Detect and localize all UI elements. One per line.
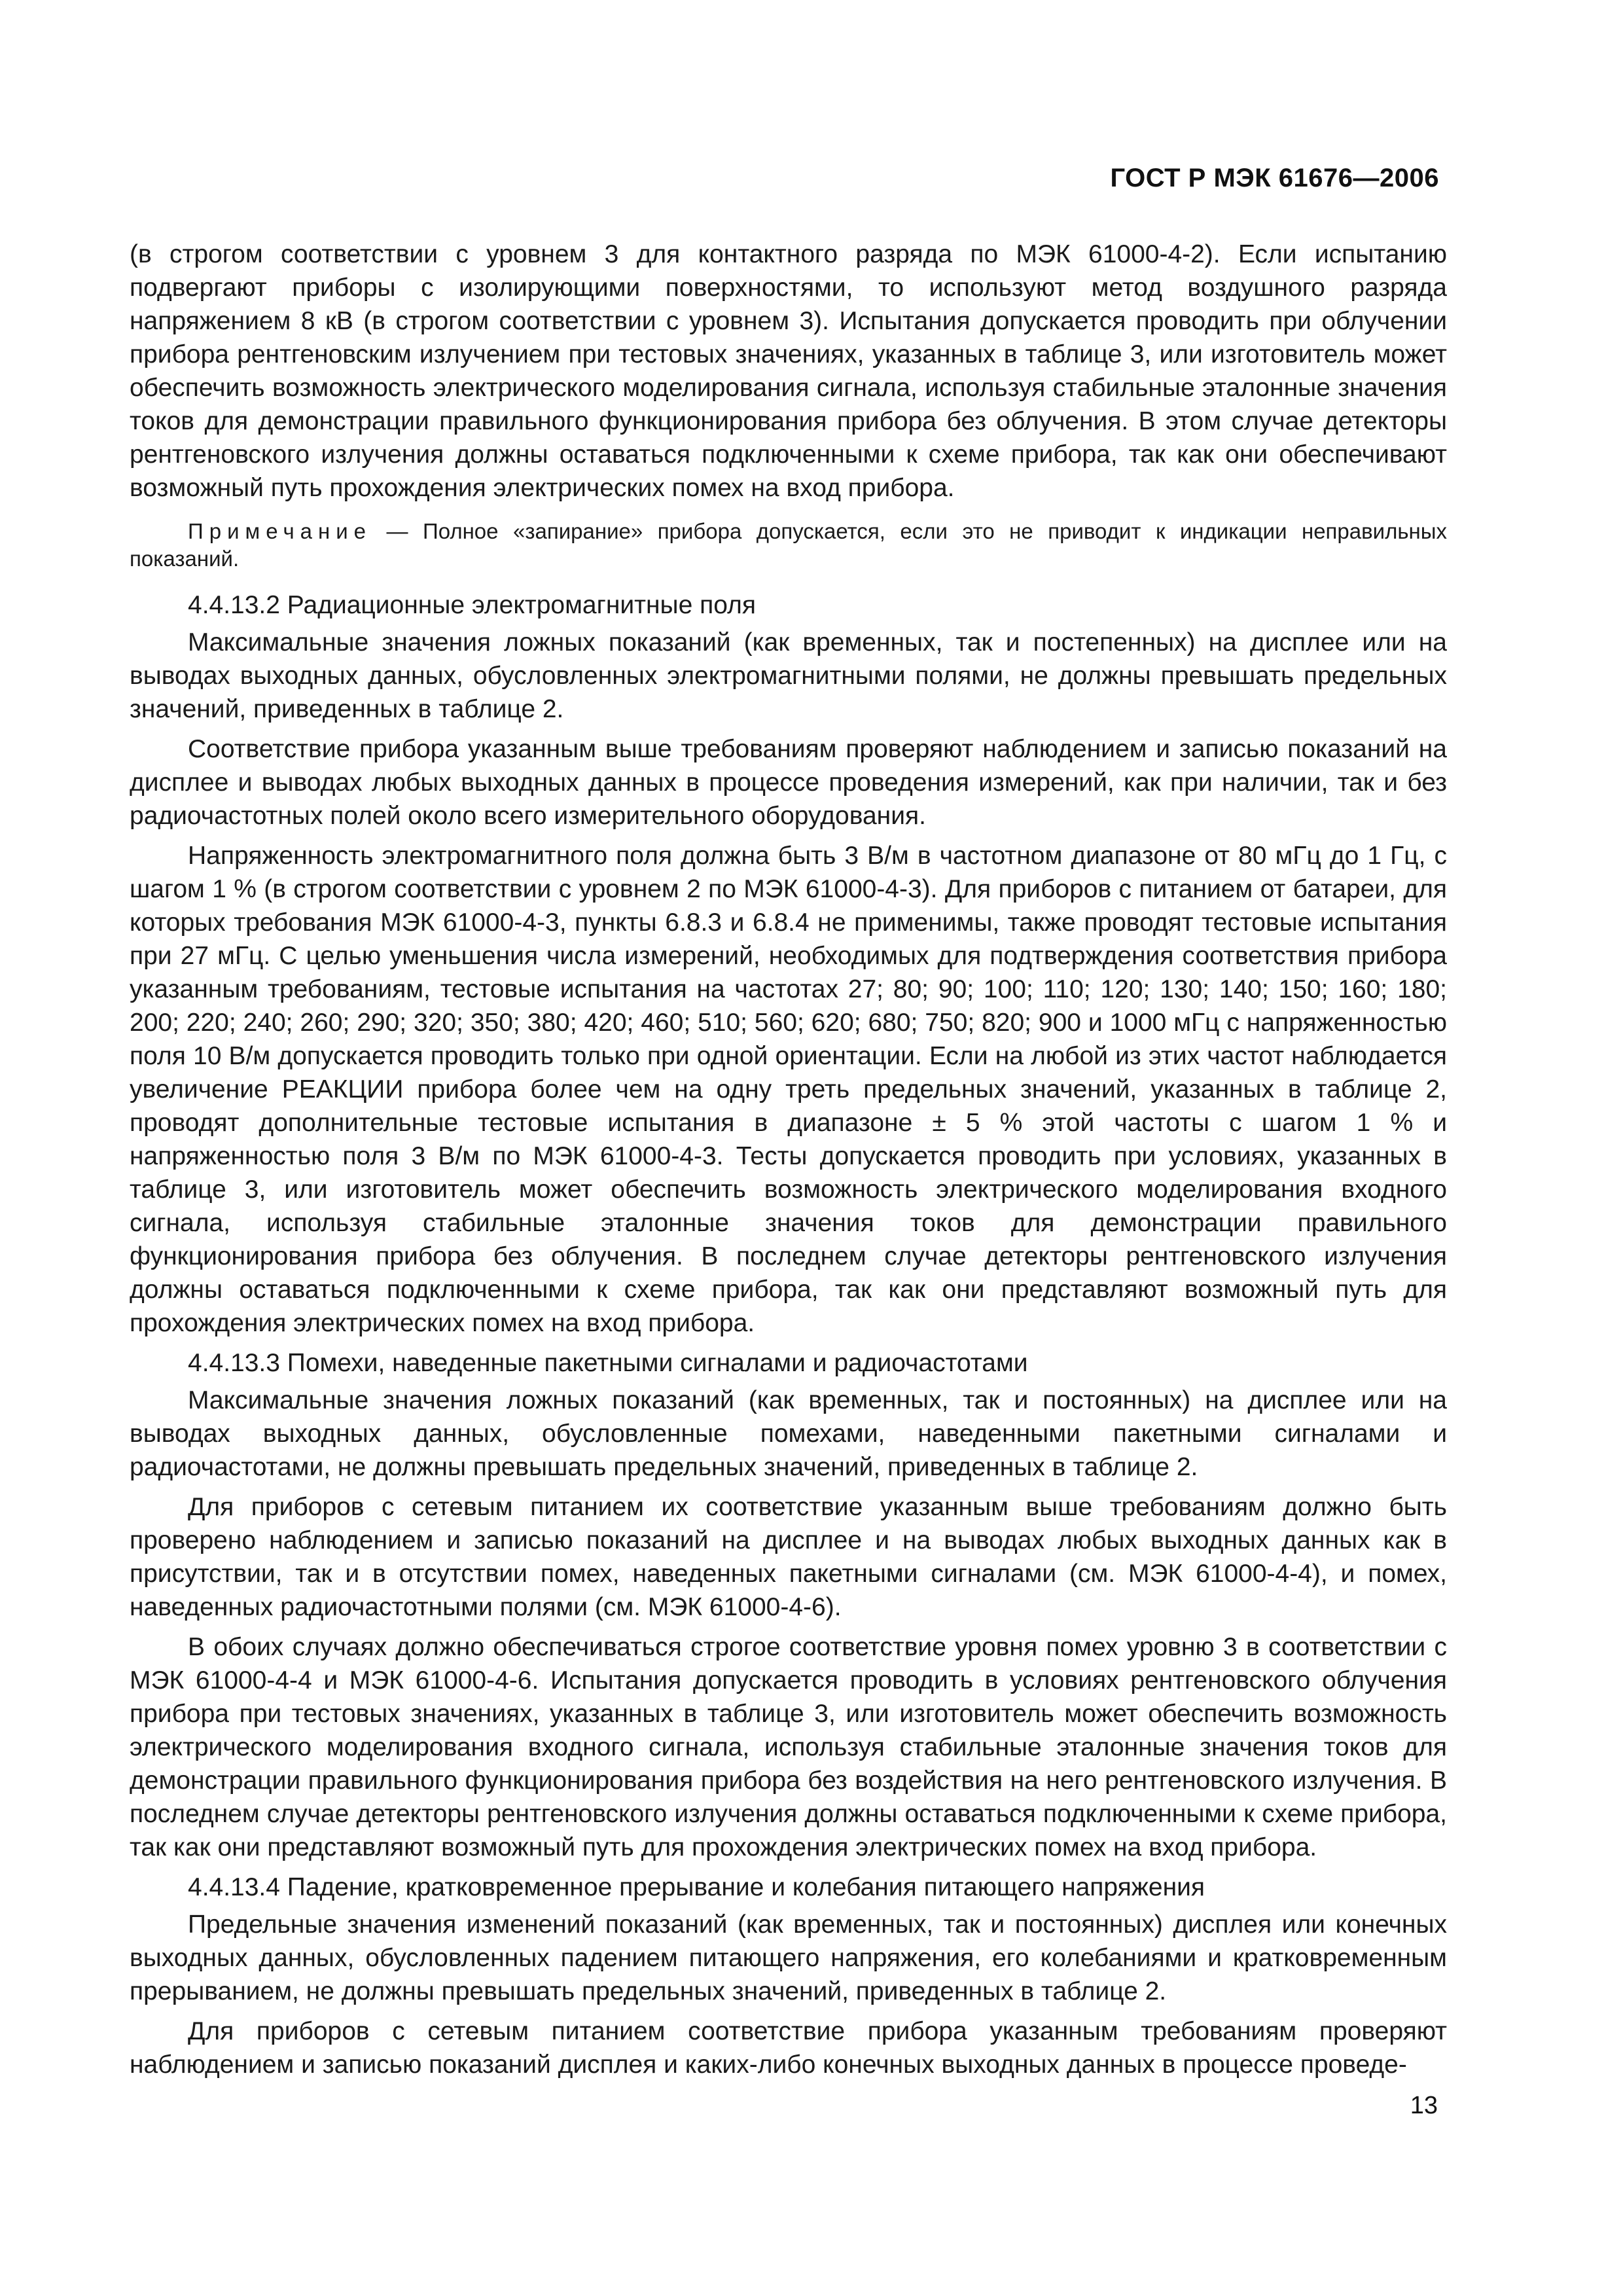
paragraph: Для приборов с сетевым питанием соответствие прибора указанным требованиям проверяют наблюдением и записью показаний дисплея и каких-либо конечных выходных данных в процессе проведе- bbox=[130, 2017, 1447, 2079]
note-label: Примечание bbox=[188, 519, 372, 543]
paragraph: В обоих случаях должно обеспечиваться строгое соответствие уровня помех уровню 3 в соответствии с МЭК 61000-4-4 и МЭК 61000-4-6. Испытания допускается проводить в условиях рентгеновского облучения прибора при тестовых значениях, указанных в таблице 3, или изготовитель может обеспечить возможность электрического моделирования входного сигнала, используя стабильные эталонные значения токов для демонстрации правильного функционирования прибора без воздействия на него рентгеновского излучения. В последнем случае детекторы рентгеновского излучения должны оставаться подключенными к схеме прибора, так как они представляют возможный путь для прохождения электрических помех на вход прибора. bbox=[130, 1633, 1447, 1861]
note bbox=[130, 518, 1447, 573]
paragraph: Максимальные значения ложных показаний (как временных, так и постепенных) на дисплее или на выводах выходных данных, обусловленных электромагнитными полями, не должны превышать предельных значений, приведенных в таблице 2. bbox=[130, 628, 1447, 723]
section-heading-4-4-13-3: 4.4.13.3 Помехи, наведенные пакетными сигналами и радиочастотами bbox=[188, 1349, 1028, 1377]
continued-paragraph: (в строгом соответствии с уровнем 3 для контактного разряда по МЭК 61000-4-2). Если испытанию подвергают приборы с изолирующими поверхностями, то используют метод воздушного разряда напряжением 8 кВ (в строгом соответствии с уровнем 3). Испытания допускается проводить при облучении прибора рентгеновским излучением при тестовых значениях, указанных в таблице 3, или изготовитель может обеспечить возможность электрического моделирования сигнала, используя стабильные эталонные значения токов для демонстрации правильного функционирования прибора без облучения. В этом случае детекторы рентгеновского излучения должны оставаться подключенными к схеме прибора, так как они обеспечивают возможный путь прохождения электрических помех на вход прибора. bbox=[130, 240, 1447, 502]
note-text: — Полное «запирание» прибора допускается, если это не приводит к индикации неправильных показаний. bbox=[130, 519, 1447, 571]
section-heading-4-4-13-2: 4.4.13.2 Радиационные электромагнитные поля bbox=[188, 591, 756, 619]
paragraph: Максимальные значения ложных показаний (как временных, так и постоянных) на дисплее или на выводах выходных данных, обусловленные помехами, наведенными пакетными сигналами и радиочастотами, не должны превышать предельных значений, приведенных в таблице 2. bbox=[130, 1386, 1447, 1481]
page-number: 13 bbox=[1410, 2092, 1438, 2119]
paragraph: Для приборов с сетевым питанием их соответствие указанным выше требованиям должно быть проверено наблюдением и записью показаний на дисплее и на выводах любых выходных данных как в присутствии, так и в отсутствии помех, наведенных пакетными сигналами (см. МЭК 61000-4-4), и помех, наведенных радиочастотными полями (см. МЭК 61000-4-6). bbox=[130, 1493, 1447, 1621]
paragraph: Соответствие прибора указанным выше требованиям проверяют наблюдением и записью показаний на дисплее и выводах любых выходных данных в процессе проведения измерений, как при наличии, так и без радиочастотных полей около всего измерительного оборудования. bbox=[130, 735, 1447, 830]
section-heading-4-4-13-4: 4.4.13.4 Падение, кратковременное прерывание и колебания питающего напряжения bbox=[188, 1873, 1205, 1901]
paragraph: Предельные значения изменений показаний (как временных, так и постоянных) дисплея или конечных выходных данных, обусловленных падением питающего напряжения, его колебаниями и кратковременным прерыванием, не должны превышать предельных значений, приведенных в таблице 2. bbox=[130, 1910, 1447, 2005]
document-body bbox=[130, 238, 1447, 2088]
document-code-header: ГОСТ Р МЭК 61676—2006 bbox=[1110, 164, 1439, 192]
paragraph: Напряженность электромагнитного поля должна быть 3 В/м в частотном диапазоне от 80 мГц до 1 Гц, с шагом 1 % (в строгом соответствии с уровнем 2 по МЭК 61000-4-3). Для приборов с питанием от батареи, для которых требования МЭК 61000-4-3, пункты 6.8.3 и 6.8.4 не применимы, также проводят тестовые испытания при 27 мГц. С целью уменьшения числа измерений, необходимых для подтверждения соответствия прибора указанным требованиям, тестовые испытания на частотах 27; 80; 90; 100; 110; 120; 130; 140; 150; 160; 180; 200; 220; 240; 260; 290; 320; 350; 380; 420; 460; 510; 560; 620; 680; 750; 820; 900 и 1000 мГц с напряженностью поля 10 В/м допускается проводить только при одной ориентации. Если на любой из этих частот наблюдается увеличение РЕАКЦИИ прибора более чем на одну треть предельных значений, указанных в таблице 2, проводят дополнительные тестовые испытания в диапазоне ± 5 % этой частоты с шагом 1 % и напряженностью поля 3 В/м по МЭК 61000-4-3. Тесты допускается проводить при условиях, указанных в таблице 3, или изготовитель может обеспечить возможность электрического моделирования входного сигнала, используя стабильные эталонные значения токов для демонстрации правильного функционирования прибора без облучения. В последнем случае детекторы рентгеновского излучения должны оставаться подключенными к схеме прибора, так как они представляют возможный путь для прохождения электрических помех на вход прибора. bbox=[130, 842, 1447, 1337]
